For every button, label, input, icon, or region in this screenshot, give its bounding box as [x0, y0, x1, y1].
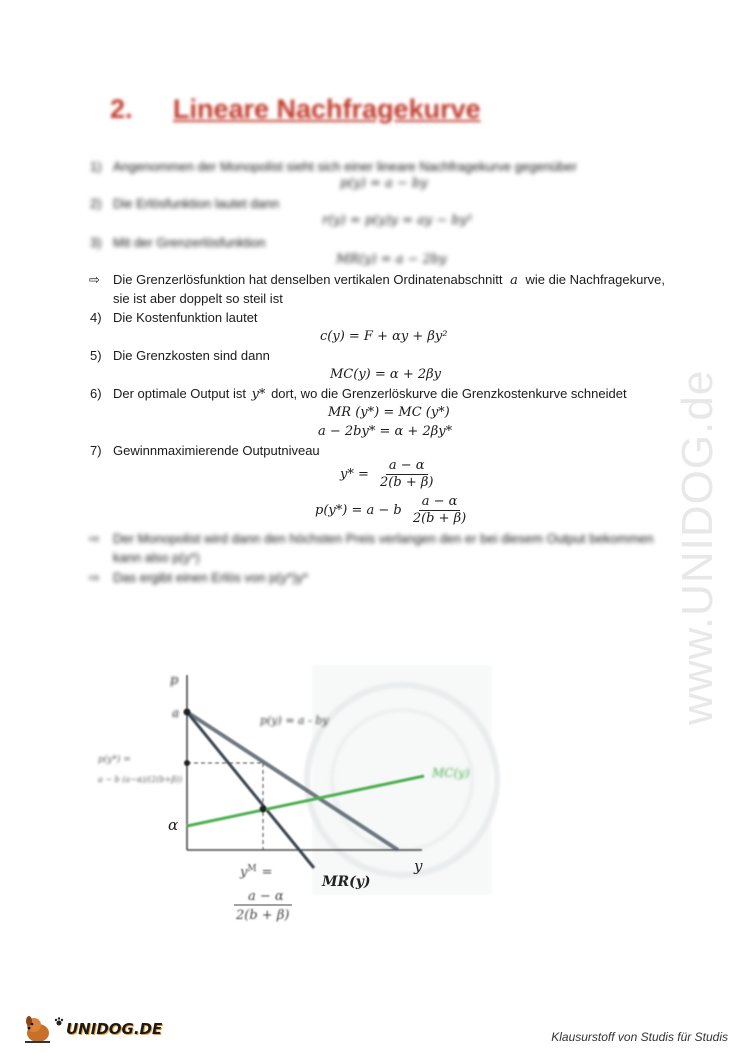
item-number: 7): [90, 443, 102, 458]
formula: c(y) = F + αy + βy²: [320, 329, 448, 344]
axis-y-label: y: [414, 857, 423, 875]
mr-label: MR(y): [322, 874, 371, 890]
footer-logo: [22, 1014, 162, 1044]
monopoly-diagram: [92, 660, 512, 930]
note-text-cont: sie ist aber doppelt so steil ist: [113, 291, 283, 306]
item-number: 2): [90, 196, 102, 211]
item-text: Die Grenzkosten sind dann: [113, 348, 270, 363]
item-text: Die Erlösfunktion lautet dann: [113, 196, 280, 211]
formula-optimal-price: p(y*) = a − b $\frac{a - \alpha}{2(b + \beta)}$: [315, 494, 467, 526]
alpha-label: α: [168, 816, 179, 834]
paw-icon: [54, 1017, 64, 1027]
formula: MR (y*) = MC (y*): [328, 405, 450, 420]
arrow-bullet-icon: ⇨: [89, 570, 100, 585]
dog-logo-icon: [22, 1014, 56, 1044]
item-text: Die Kostenfunktion lautet: [113, 310, 258, 325]
point-a: [184, 709, 191, 716]
point-intersection: [260, 806, 267, 813]
watermark: [660, 270, 730, 730]
note-text: Die Grenzerlösfunktion hat denselben vertikalen Ordinatenabschnitt a wie die Nachfragekurve,: [113, 272, 665, 288]
note-text: Der Monopolist wird dann den höchsten Preis verlangen den er bei diesem Output bekommen: [113, 531, 654, 546]
formula: p(y) = a − by: [340, 176, 428, 191]
watermark-text: www.UNIDOG.de: [673, 369, 722, 725]
demand-label: p(y) = a - by: [260, 714, 329, 727]
section-title: [110, 94, 481, 125]
intercept-a-label: a: [172, 706, 180, 720]
ym-numerator: a − α: [248, 889, 284, 904]
mc-label: MC(y): [432, 766, 470, 780]
formula: MC(y) = α + 2βy: [330, 367, 441, 382]
point-price: [184, 760, 190, 766]
formula-optimal-output: y* = $\frac{a - \alpha}{2(b + \beta)}$: [340, 458, 434, 490]
footer-tagline: Klausurstoff von Studis für Studis: [551, 1030, 728, 1044]
price-label-1: p(y*) =: [98, 755, 131, 765]
item-number: 5): [90, 348, 102, 363]
note-text: Das ergibt einen Erlös von p(y*)y*: [113, 570, 309, 585]
arrow-bullet-icon: ⇨: [89, 531, 100, 546]
item-number: 3): [90, 235, 102, 250]
item-number: 1): [90, 159, 102, 174]
item-number: 6): [90, 386, 102, 401]
ym-denominator: 2(b + β): [236, 908, 290, 923]
price-label-2: a − b (a−α)/(2(b+β)): [98, 775, 183, 784]
item-number: 4): [90, 310, 102, 325]
item-text: Der optimale Output ist y* dort, wo die Grenzerlöskurve die Grenzkostenkurve schneidet: [113, 386, 627, 402]
section-heading: Lineare Nachfragekurve: [172, 94, 481, 124]
item-text: Angenommen der Monopolist sieht sich einer lineare Nachfragekurve gegenüber: [113, 159, 577, 174]
formula: r(y) = p(y)y = ay − by²: [322, 213, 473, 228]
footer-logo-text: UNIDOG.DE: [66, 1020, 163, 1038]
formula: MR(y) = a − 2by: [336, 252, 447, 267]
arrow-bullet-icon: ⇨: [89, 272, 100, 287]
item-text: Gewinnmaximierende Outputniveau: [113, 443, 320, 458]
item-text: Mit der Grenzerlösfunktion: [113, 235, 266, 250]
note-text-cont: kann also p(y*): [113, 550, 200, 565]
formula: a − 2by* = α + 2βy*: [318, 424, 453, 439]
section-number: 2.: [110, 94, 133, 124]
ym-label: $y^M$ =: [240, 864, 273, 880]
mr-curve: [187, 712, 314, 868]
axis-p-label: p: [170, 673, 179, 688]
